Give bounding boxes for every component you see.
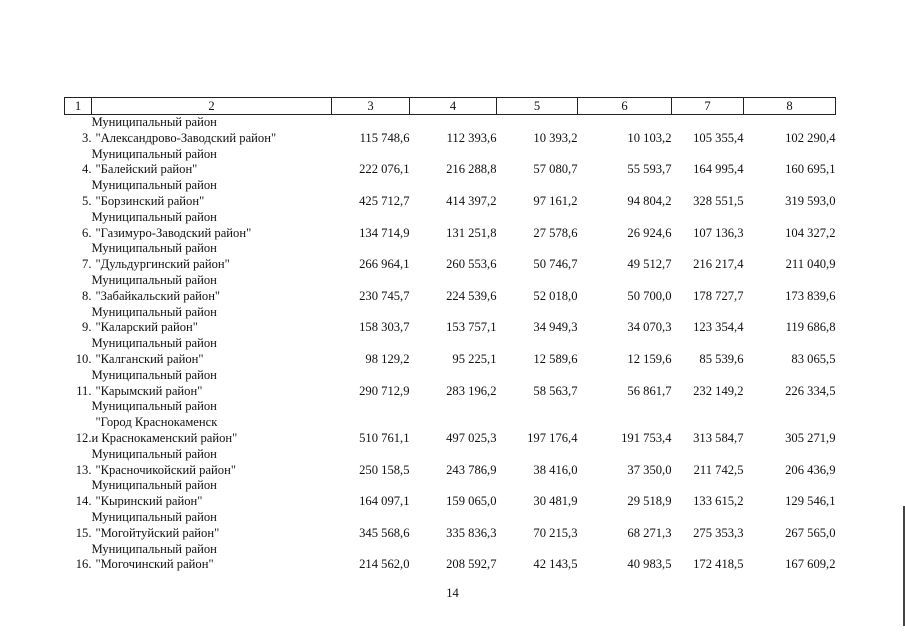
value-col-6: 68 271,3 [627,525,672,540]
value-col-4: 414 397,2 [446,193,497,208]
value-col-6: 37 350,0 [627,462,672,477]
row-number: 12. [75,430,92,445]
district-name-line: Муниципальный район [91,399,217,414]
value-col-8: 83 065,5 [791,351,836,366]
value-col-5: 57 080,7 [533,162,578,177]
district-name-line: Муниципальный район [91,209,217,224]
district-name [92,210,332,242]
row-number: 8. [82,288,92,303]
value-col-6: 94 804,2 [627,193,672,208]
value-col-6: 10 103,2 [627,130,672,145]
value-col-5: 42 143,5 [533,557,578,572]
value-col-4: 208 592,7 [446,557,497,572]
table-row [65,305,836,337]
district-name [92,368,332,400]
value-col-4: 497 025,3 [446,430,497,445]
district-name-line: Муниципальный район [91,509,217,524]
value-col-5: 10 393,2 [533,130,578,145]
table-row [65,478,836,510]
header-cell-2: 2 [92,98,332,115]
district-name-line: "Дульдургинский район" [95,257,230,272]
value-col-6: 191 753,4 [621,430,672,445]
district-name [92,447,332,479]
value-col-8: 211 040,9 [785,257,836,272]
row-number: 15. [75,525,92,540]
district-name [92,178,332,210]
value-col-8: 305 271,9 [785,430,836,445]
district-name-line: "Каларский район" [95,320,198,335]
value-col-7: 172 418,5 [693,557,744,572]
district-name-line: Муниципальный район [91,446,217,461]
value-col-5: 30 481,9 [533,494,578,509]
district-name [92,273,332,305]
row-number: 4. [82,162,92,177]
value-col-7: 178 727,7 [693,288,744,303]
row-number: 7. [82,257,92,272]
district-name-line: "Город Краснокаменск [95,415,218,430]
value-col-5: 70 215,3 [533,525,578,540]
district-name-line: Муниципальный район [91,541,217,556]
district-name-line: Муниципальный район [91,336,217,351]
value-col-4: 112 393,6 [446,130,497,145]
header-row [65,98,836,115]
value-col-7: 275 353,3 [693,525,744,540]
value-col-8: 104 327,2 [785,225,836,240]
value-col-3: 230 745,7 [359,288,410,303]
district-name [92,305,332,337]
value-col-6: 49 512,7 [627,257,672,272]
district-name-line: "Калганский район" [95,351,204,366]
value-col-5: 34 949,3 [533,320,578,335]
value-col-3: 250 158,5 [359,462,410,477]
table-row [65,241,836,273]
value-col-8: 226 334,5 [785,383,836,398]
district-name-line: "Борзинский район" [95,193,205,208]
district-name-line: "Могочинский район" [95,557,214,572]
value-col-7: 164 995,4 [693,162,744,177]
value-col-3: 425 712,7 [359,193,410,208]
value-col-3: 214 562,0 [359,557,410,572]
value-col-8: 129 546,1 [785,494,836,509]
value-col-7: 232 149,2 [693,383,744,398]
district-name-line: Муниципальный район [91,272,217,287]
row-number: 6. [82,225,92,240]
value-col-3: 98 129,2 [365,351,410,366]
value-col-5: 197 176,4 [527,430,578,445]
value-col-6: 56 861,7 [627,383,672,398]
value-col-4: 335 836,3 [446,525,497,540]
table-row [65,510,836,542]
district-name-line: "Красночикойский район" [95,462,236,477]
table-row [65,368,836,400]
value-col-7: 105 355,4 [693,130,744,145]
district-name-line: "Карымский район" [95,383,203,398]
district-name-line: и Краснокаменский район" [91,430,238,445]
value-col-7: 107 136,3 [693,225,744,240]
district-name-line: "Кыринский район" [95,494,203,509]
table-row [65,336,836,368]
value-col-6: 40 983,5 [627,557,672,572]
header-cell-1: 1 [65,98,92,115]
value-col-5: 50 746,7 [533,257,578,272]
district-name-line: Муниципальный район [91,478,217,493]
value-col-5: 58 563,7 [533,383,578,398]
header-cell-4: 4 [410,98,497,115]
value-col-3: 222 076,1 [359,162,410,177]
page-number: 14 [446,586,459,600]
district-name-line: Муниципальный район [91,146,217,161]
value-col-6: 29 518,9 [627,494,672,509]
value-col-7: 328 551,5 [693,193,744,208]
header-cell-7: 7 [672,98,744,115]
value-col-7: 211 742,5 [693,462,744,477]
district-name [92,115,332,147]
value-col-4: 95 225,1 [452,351,497,366]
district-name [92,542,332,574]
district-name [92,336,332,368]
value-col-6: 34 070,3 [627,320,672,335]
budget-table [64,97,836,573]
table-row [65,273,836,305]
value-col-4: 224 539,6 [446,288,497,303]
district-name-line: "Балейский район" [95,162,198,177]
value-col-3: 510 761,1 [359,430,410,445]
value-col-7: 313 584,7 [693,430,744,445]
header-cell-8: 8 [744,98,836,115]
row-number: 5. [82,193,92,208]
district-name [92,510,332,542]
value-col-7: 216 217,4 [693,257,744,272]
table-row [65,399,836,446]
row-number: 9. [82,320,92,335]
value-col-4: 243 786,9 [446,462,497,477]
value-col-6: 55 593,7 [627,162,672,177]
value-col-6: 50 700,0 [627,288,672,303]
header-cell-3: 3 [332,98,410,115]
district-name [92,241,332,273]
district-name-line: Муниципальный район [91,178,217,193]
value-col-6: 12 159,6 [627,351,672,366]
value-col-5: 97 161,2 [533,193,578,208]
district-name [92,478,332,510]
value-col-3: 345 568,6 [359,525,410,540]
table-row [65,447,836,479]
header-cell-6: 6 [578,98,672,115]
value-col-4: 159 065,0 [446,494,497,509]
row-number: 10. [75,351,92,366]
value-col-7: 133 615,2 [693,494,744,509]
table-row [65,210,836,242]
district-name-line: Муниципальный район [91,115,217,129]
district-name-line: "Александрово-Заводский район" [95,130,277,145]
value-col-5: 27 578,6 [533,225,578,240]
row-number: 3. [82,130,92,145]
value-col-7: 85 539,6 [699,351,744,366]
value-col-5: 12 589,6 [533,351,578,366]
value-col-8: 206 436,9 [785,462,836,477]
value-col-8: 267 565,0 [785,525,836,540]
value-col-8: 167 609,2 [785,557,836,572]
value-col-3: 266 964,1 [359,257,410,272]
value-col-3: 164 097,1 [359,494,410,509]
table-row [65,542,836,574]
value-col-3: 158 303,7 [359,320,410,335]
value-col-8: 173 839,6 [785,288,836,303]
table-header [65,98,836,115]
value-col-3: 134 714,9 [359,225,410,240]
table-row [65,115,836,147]
district-name-line: Муниципальный район [91,367,217,382]
row-number: 11. [76,383,92,398]
value-col-7: 123 354,4 [693,320,744,335]
district-name-line: Муниципальный район [91,304,217,319]
row-number: 16. [75,557,92,572]
district-name-line: Муниципальный район [91,241,217,256]
value-col-5: 38 416,0 [533,462,578,477]
district-name-line: "Могойтуйский район" [95,525,220,540]
row-number: 13. [75,462,92,477]
value-col-4: 131 251,8 [446,225,497,240]
value-col-4: 216 288,8 [446,162,497,177]
value-col-4: 153 757,1 [446,320,497,335]
value-col-5: 52 018,0 [533,288,578,303]
district-name [92,399,332,446]
district-name-line: "Забайкальский район" [95,288,221,303]
value-col-3: 290 712,9 [359,383,410,398]
district-name-line: "Газимуро-Заводский район" [95,225,252,240]
value-col-8: 160 695,1 [785,162,836,177]
value-col-8: 119 686,8 [785,320,836,335]
table-row [65,178,836,210]
table-body [65,115,836,574]
header-cell-5: 5 [497,98,578,115]
value-col-3: 115 748,6 [359,130,410,145]
value-col-8: 319 593,0 [785,193,836,208]
value-col-4: 260 553,6 [446,257,497,272]
district-name [92,147,332,179]
value-col-8: 102 290,4 [785,130,836,145]
table-row [65,147,836,179]
row-number: 14. [75,494,92,509]
value-col-4: 283 196,2 [446,383,497,398]
value-col-6: 26 924,6 [627,225,672,240]
